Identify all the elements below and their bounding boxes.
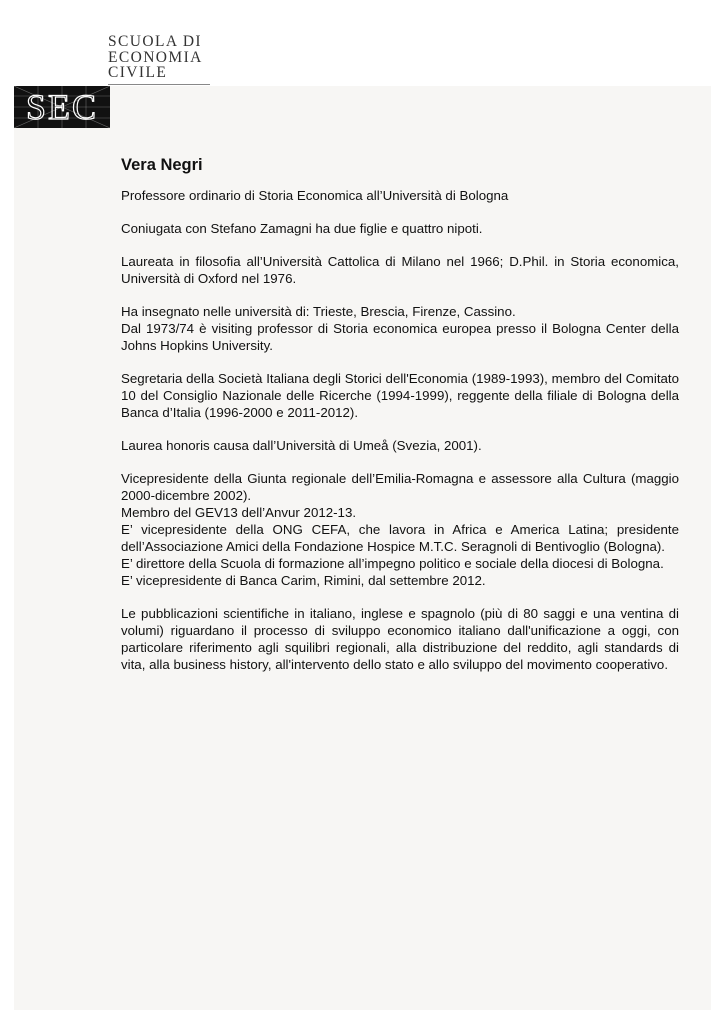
position-line: Vicepresidente della Giunta regionale dell’Emilia-Romagna e assessore alla Cultura (maggio 2000-dicembre 2002). — [121, 471, 679, 503]
teaching-line: Ha insegnato nelle università di: Trieste, Brescia, Firenze, Cassino. — [121, 304, 516, 319]
logo-word: SCUOLA DI — [108, 33, 202, 50]
logo-word: CIVILE — [108, 64, 168, 81]
logo-word: ECONOMIA — [108, 48, 203, 66]
position-line: Membro del GEV13 dell’Anvur 2012-13. — [121, 505, 357, 520]
teaching-paragraph — [121, 303, 679, 354]
honors-paragraph: Laurea honoris causa dall’Università di Umeå (Svezia, 2001). — [121, 438, 482, 453]
position-line: E’ vicepresidente della ONG CEFA, che lavora in Africa e America Latina; presidente dell’Associazione Amici della Fondazione Hospice M.T.C. Seragnoli di Bentivoglio (Bologna). — [121, 522, 679, 554]
school-logo-wordmark — [108, 34, 210, 81]
position-line: E’ direttore della Scuola di formazione all’impegno politico e sociale della diocesi di Bologna. — [121, 556, 664, 571]
family-paragraph: Coniugata con Stefano Zamagni ha due figlie e quattro nipoti. — [121, 221, 483, 236]
person-name: Vera Negri — [121, 156, 203, 174]
title-paragraph: Professore ordinario di Storia Economica all’Università di Bologna — [121, 188, 509, 203]
publications-paragraph: Le pubblicazioni scientifiche in italiano, inglese e spagnolo (più di 80 saggi e una ventina di volumi) riguardano il processo di sviluppo economico italiano dall'unificazione a oggi, con particolare riferimento agli squilibri regionali, alla distribuzione del reddito, agli standards di vita, alla business history, all'intervento dello stato e allo sviluppo del movimento cooperativo. — [121, 606, 679, 672]
logo-divider — [108, 84, 210, 85]
cv-content — [121, 150, 679, 673]
roles-paragraph: Segretaria della Società Italiana degli Storici dell'Economia (1989-1993), membro del Comitato 10 del Consiglio Nazionale delle Ricerche (1994-1999), reggente della filiale di Bologna della Banca d’Italia (1996-2000 e 2011-2012). — [121, 371, 679, 420]
position-line: E’ vicepresidente di Banca Carim, Rimini, dal settembre 2012. — [121, 573, 486, 588]
positions-paragraph — [121, 470, 679, 589]
education-paragraph: Laureata in filosofia all’Università Cattolica di Milano nel 1966; D.Phil. in Storia economica, Università di Oxford nel 1976. — [121, 254, 679, 286]
monogram-letters: SEC — [25, 87, 99, 127]
teaching-line: Dal 1973/74 è visiting professor di Storia economica europea presso il Bologna Center della Johns Hopkins University. — [121, 321, 679, 353]
sec-monogram-logo — [14, 86, 110, 128]
